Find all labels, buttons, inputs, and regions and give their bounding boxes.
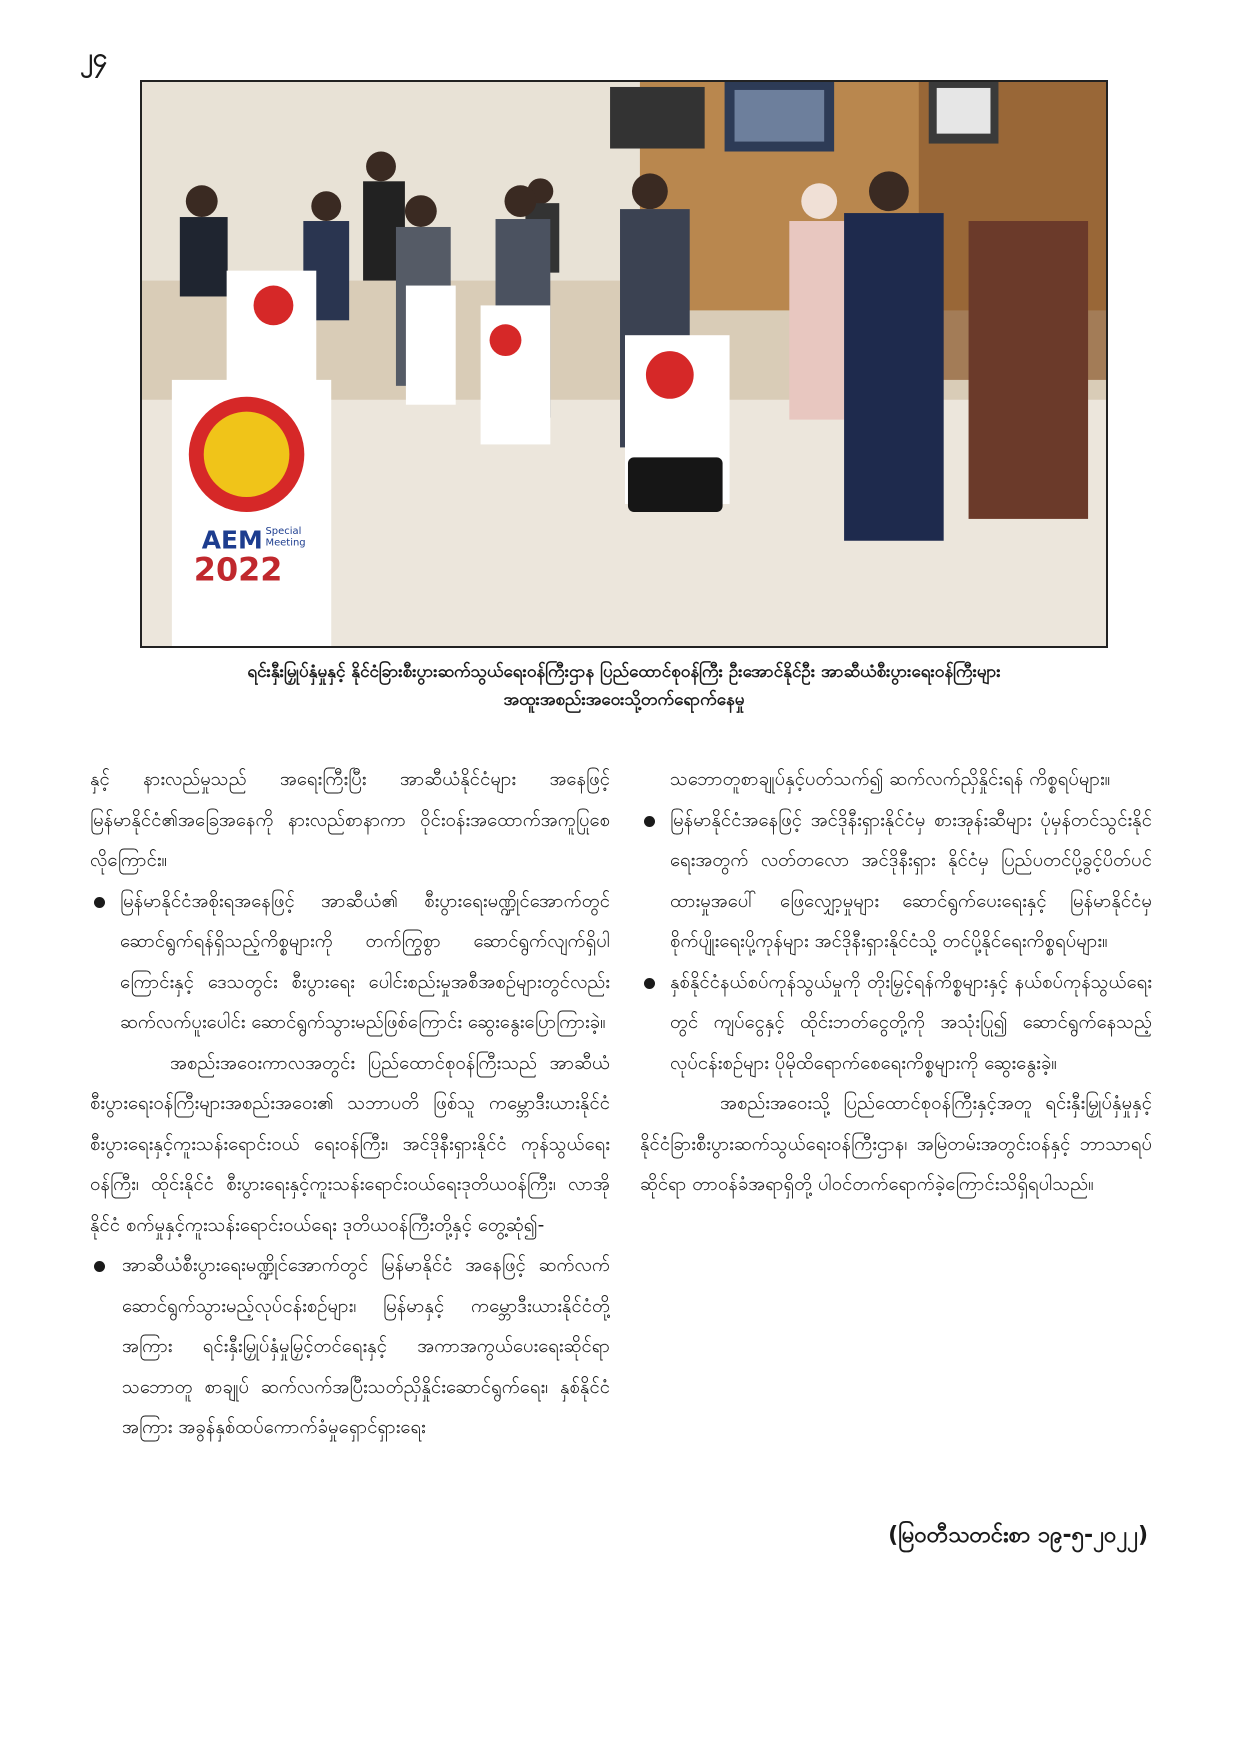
caption-line-1: ရင်းနှီးမြှုပ်နှံမှုနှင့် နိုင်ငံခြားစီးပွားဆက်သွယ်ရေးဝန်ကြီးဌာန ပြည်ထောင်စုဝန်ကြီး ဦးအောင်နိုင်ဦး အာဆီယံစီးပွားရေးဝန်ကြီးများ [247, 662, 1001, 682]
news-photo [140, 80, 1108, 648]
source-citation: (မြဝတီသတင်းစာ ၁၉-၅-၂၀၂၂) [888, 1523, 1148, 1548]
paragraph: အစည်းအဝေးသို့ ပြည်ထောင်စုဝန်ကြီးနှင့်အတူ ရင်းနှီးမြှုပ်နှံမှုနှင့် နိုင်ငံခြားစီးပွားဆက်သွယ်ရေးဝန်ကြီးဌာန၊ အမြဲတမ်းအတွင်းဝန်နှင့် ဘာသာရပ်ဆိုင်ရာ တာဝန်ခံအရာရှိတို့ ပါဝင်တက်ရောက်ခဲ့ကြောင်းသိရှိရပါသည်။ [640, 1093, 1152, 1195]
bullet-item: အာဆီယံစီးပွားရေးမဏ္ဍိုင်အောက်တွင် မြန်မာနိုင်ငံ အနေဖြင့် ဆက်လက်ဆောင်ရွက်သွားမည့်လုပ်ငန်းစဉ်များ၊ မြန်မာနှင့် ကမ္ဘောဒီးယားနိုင်ငံတို့အကြား ရင်းနှီးမြှုပ်နှံမှုမြှင့်တင်ရေးနှင့် အကာအကွယ်ပေးရေးဆိုင်ရာသဘောတူ စာချုပ် ဆက်လက်အပြီးသတ်ညှိနှိုင်းဆောင်ရွက်ရေး၊ နှစ်နိုင်ငံအကြား အခွန်နှစ်ထပ်ကောက်ခံမှုရှောင်ရှားရေး [90, 1246, 610, 1449]
sign-meeting-text: Meeting [265, 537, 306, 549]
sign-special-text: Special [265, 525, 302, 537]
bullet-item: နှစ်နိုင်ငံနယ်စပ်ကုန်သွယ်မှုကို တိုးမြှင့်ရန်ကိစ္စများနှင့် နယ်စပ်ကုန်သွယ်ရေးတွင် ကျပ်ငွေနှင့် ထိုင်းဘတ်ငွေတို့ကို အသုံးပြု၍ ဆောင်ရွက်နေသည့်လုပ်ငန်းစဉ်များ ပိုမိုထိရောက်စေရေးကိစ္စများကို ဆွေးနွေးခဲ့။ [640, 963, 1152, 1085]
sign-aem-text: AEM [201, 525, 263, 555]
caption-line-2: အထူးအစည်းအဝေးသို့တက်ရောက်နေမှု [503, 690, 745, 710]
meeting-photo-illustration [142, 82, 1106, 646]
sign-year-text: 2022 [193, 550, 283, 589]
paragraph: သဘောတူစာချုပ်နှင့်ပတ်သက်၍ ဆက်လက်ညှိနှိုင်းရန် ကိစ္စရပ်များ။ [670, 769, 1111, 790]
sign-asean-text: asean [227, 509, 264, 524]
page-number: ၂၄ [80, 43, 108, 73]
bullet-item: မြန်မာနိုင်ငံအစိုးရအနေဖြင့် အာဆီယံ၏ စီးပွားရေးမဏ္ဍိုင်အောက်တွင် ဆောင်ရွက်ရန်ရှိသည့်ကိစ္စများကို တက်ကြွစွာ ဆောင်ရွက်လျက်ရှိပါကြောင်းနှင့် ဒေသတွင်း စီးပွားရေး ပေါင်းစည်းမှုအစီအစဉ်များတွင်လည်း ဆက်လက်ပူးပေါင်း ဆောင်ရွက်သွားမည်ဖြစ်ကြောင်း ဆွေးနွေးပြောကြားခဲ့။ [90, 882, 610, 1044]
paragraph: အစည်းအဝေးကာလအတွင်း ပြည်ထောင်စုဝန်ကြီးသည် အာဆီယံစီးပွားရေးဝန်ကြီးများအစည်းအဝေး၏ သဘာပတိ ဖြစ်သူ ကမ္ဘောဒီးယားနိုင်ငံ စီးပွားရေးနှင့်ကူးသန်းရောင်းဝယ် ရေးဝန်ကြီး၊ အင်ဒိုနီးရှားနိုင်ငံ ကုန်သွယ်ရေးဝန်ကြီး၊ ထိုင်းနိုင်ငံ စီးပွားရေးနှင့်ကူးသန်းရောင်းဝယ်ရေးဒုတိယဝန်ကြီး၊ လာအို နိုင်ငံ စက်မှုနှင့်ကူးသန်းရောင်းဝယ်ရေး ဒုတိယဝန်ကြီးတို့နှင့် တွေ့ဆုံ၍- [90, 1052, 610, 1236]
article-right-column [640, 760, 1152, 1206]
article-left-column [90, 760, 610, 1449]
bullet-item: မြန်မာနိုင်ငံအနေဖြင့် အင်ဒိုနီးရှားနိုင်ငံမှ စားအုန်းဆီများ ပုံမှန်တင်သွင်းနိုင်ရေးအတွက် လတ်တလော အင်ဒိုနီးရှား နိုင်ငံမှ ပြည်ပတင်ပို့ခွင့်ပိတ်ပင်ထားမှုအပေါ် ဖြေလျှော့မှုများ ဆောင်ရွက်ပေးရေးနှင့် မြန်မာနိုင်ငံမှ စိုက်ပျိုးရေးပို့ကုန်များ အင်ဒိုနီးရှားနိုင်ငံသို့ တင်ပို့နိုင်ရေးကိစ္စရပ်များ။ [640, 801, 1152, 963]
paragraph: နှင့် နားလည်မှုသည် အရေးကြီးပြီး အာဆီယံနိုင်ငံများ အနေဖြင့် မြန်မာနိုင်ငံ၏အခြေအနေကို နားလည်စာနာကာ ဝိုင်းဝန်းအထောက်အကူပြုစေလိုကြောင်း။ [90, 769, 610, 871]
photo-caption [140, 658, 1108, 714]
